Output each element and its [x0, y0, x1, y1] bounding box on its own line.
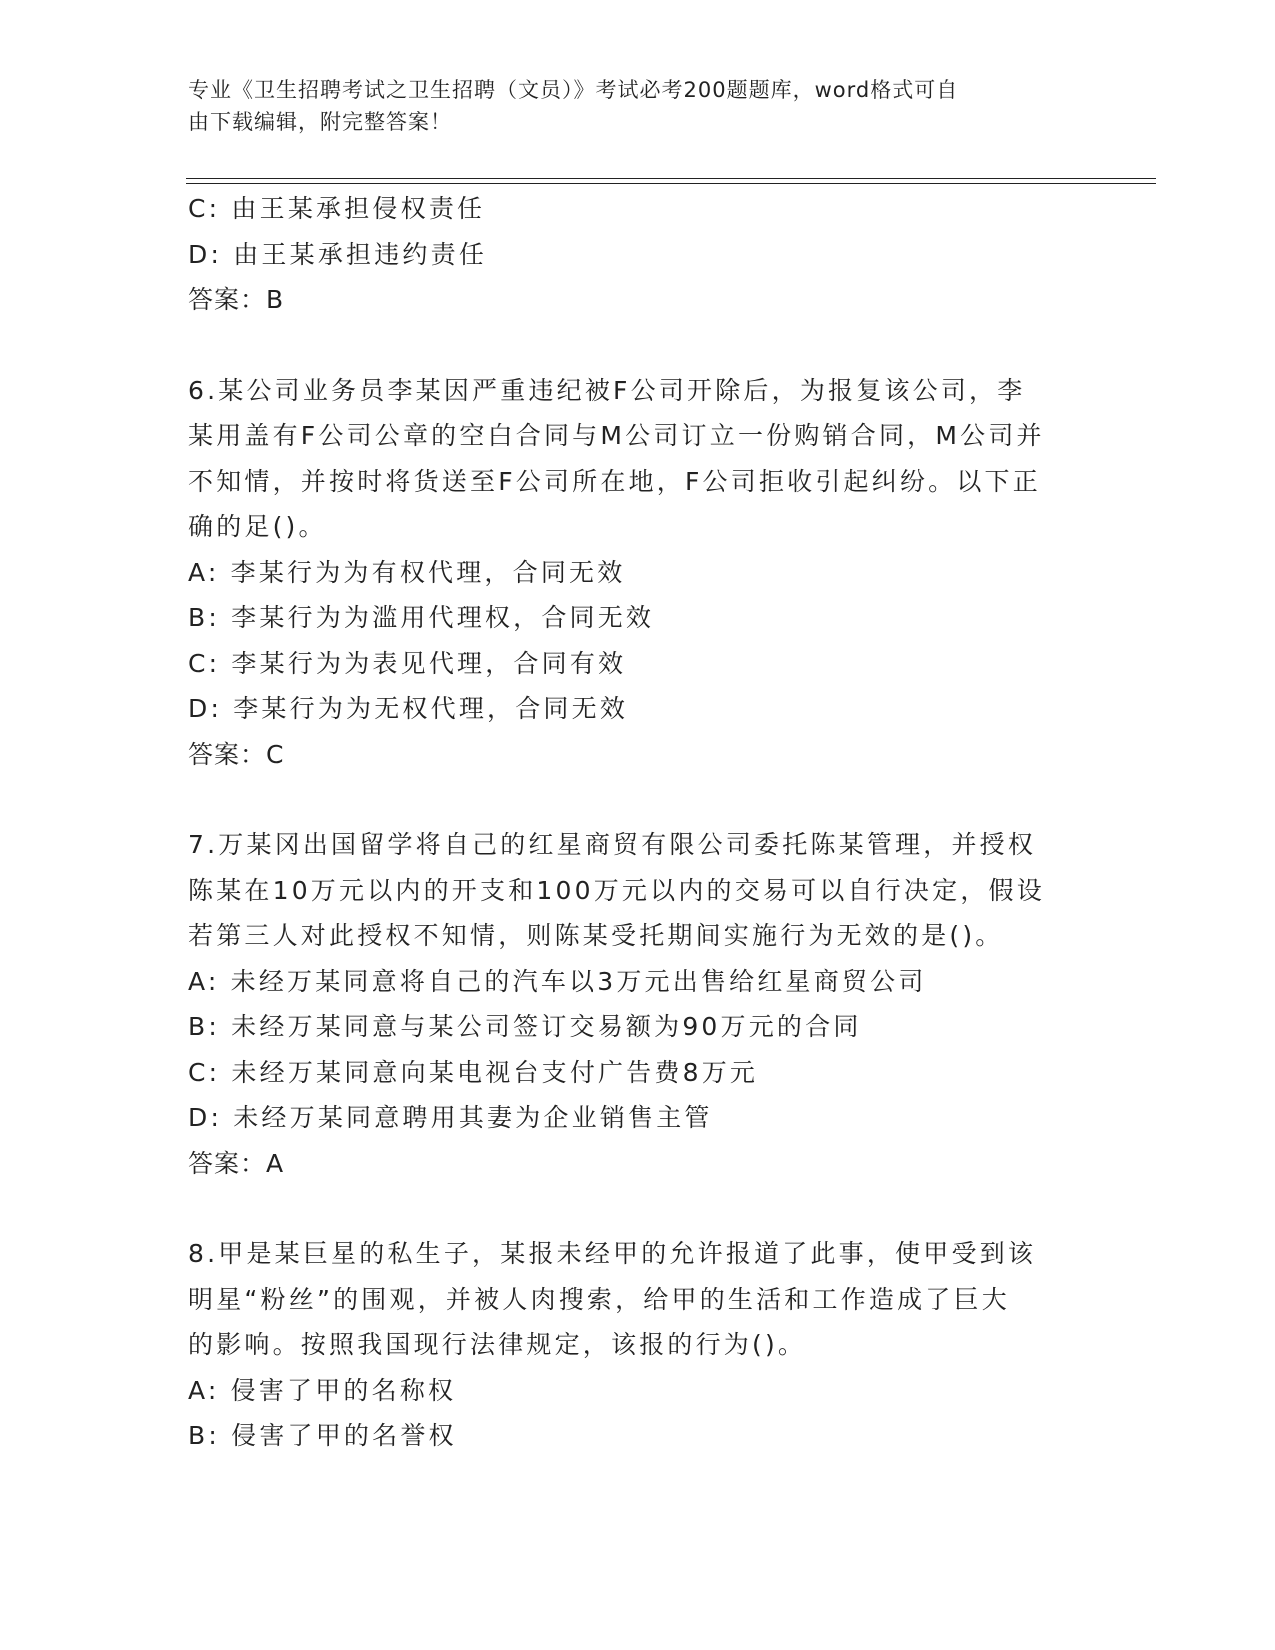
option-a: A: 李某行为为有权代理，合同无效: [188, 557, 626, 587]
question-stem-line: 明星“粉丝”的围观，并被人肉搜索，给甲的生活和工作造成了巨大: [188, 1284, 1010, 1314]
spacer: [188, 323, 1088, 368]
question-stem-line: 确的足()。: [188, 512, 327, 541]
answer: 答案：A: [188, 1148, 285, 1178]
option-a: A: 侵害了甲的名称权: [188, 1375, 457, 1405]
question-7: [188, 822, 1088, 1186]
answer: 答案：B: [188, 285, 285, 314]
question-stem-line: 的影响。按照我国现行法律规定，该报的行为()。: [188, 1330, 807, 1359]
question-stem-line: 陈某在10万元以内的开支和100万元以内的交易可以自行决定，假设: [188, 875, 1045, 905]
option-b: B: 未经万某同意与某公司签订交易额为90万元的合同: [188, 1012, 862, 1041]
spacer: [188, 777, 1088, 822]
question-stem-line: 8.甲是某巨星的私生子，某报未经甲的允许报道了此事，使甲受到该: [188, 1239, 1037, 1268]
question-stem-line: 6.某公司业务员李某因严重违纪被F公司开除后，为报复该公司，李: [188, 375, 1026, 405]
option-b: B: 李某行为为滥用代理权，合同无效: [188, 603, 655, 632]
question-5-tail: [188, 186, 1088, 323]
question-stem-line: 某用盖有F公司公章的空白合同与M公司订立一份购销合同，M公司并: [188, 421, 1045, 450]
header-line: 专业《卫生招聘考试之卫生招聘（文员）》考试必考200题题库，word格式可自: [188, 78, 959, 102]
question-stem-line: 不知情，并按时将货送至F公司所在地，F公司拒收引起纠纷。以下正: [188, 466, 1041, 496]
header-line: 由下载编辑，附完整答案！: [188, 110, 452, 134]
option-d: D: 未经万某同意聘用其妻为企业销售主管: [188, 1103, 713, 1132]
question-stem-line: 7.万某冈出国留学将自己的红星商贸有限公司委托陈某管理，并授权: [188, 830, 1037, 859]
header-divider-bottom: [186, 183, 1156, 184]
question-6: [188, 368, 1088, 778]
document-header: [188, 74, 1068, 138]
option-c: C: 由王某承担侵权责任: [188, 194, 486, 223]
option-c: C: 未经万某同意向某电视台支付广告费8万元: [188, 1057, 759, 1087]
option-d: D: 由王某承担违约责任: [188, 239, 488, 269]
option-b: B: 侵害了甲的名誉权: [188, 1421, 457, 1450]
option-a: A: 未经万某同意将自己的汽车以3万元出售给红星商贸公司: [188, 966, 927, 996]
option-c: C: 李某行为为表见代理，合同有效: [188, 648, 627, 678]
question-8: [188, 1231, 1088, 1459]
option-d: D: 李某行为为无权代理，合同无效: [188, 694, 629, 723]
question-list: [188, 186, 1088, 1459]
question-stem-line: 若第三人对此授权不知情，则陈某受托期间实施行为无效的是()。: [188, 921, 1004, 950]
answer: 答案：C: [188, 739, 285, 769]
header-divider-top: [186, 178, 1156, 179]
spacer: [188, 1186, 1088, 1231]
